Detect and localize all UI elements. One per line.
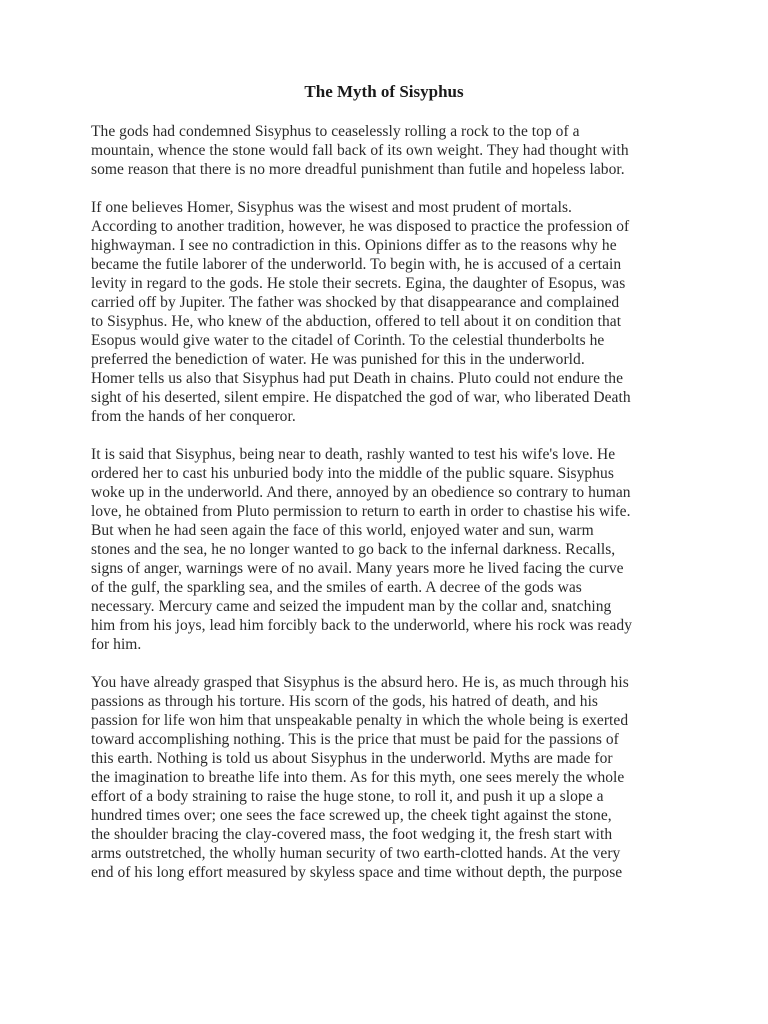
text-line: became the futile laborer of the underworld. To begin with, he is accused of a certain — [91, 256, 622, 273]
text-line: You have already grasped that Sisyphus is the absurd hero. He is, as much through his — [91, 674, 629, 691]
text-line: Homer tells us also that Sisyphus had put Death in chains. Pluto could not endure the — [91, 370, 624, 387]
text-line: end of his long effort measured by skyless space and time without depth, the purpose — [91, 864, 623, 881]
text-line: hundred times over; one sees the face screwed up, the cheek tight against the stone, — [91, 807, 612, 824]
text-line: arms outstretched, the wholly human security of two earth-clotted hands. At the very — [91, 845, 621, 862]
text-line: effort of a body straining to raise the huge stone, to roll it, and push it up a slope a — [91, 788, 604, 805]
text-line: woke up in the underworld. And there, annoyed by an obedience so contrary to human — [91, 484, 631, 501]
text-line: of the gulf, the sparkling sea, and the smiles of earth. A decree of the gods was — [91, 579, 582, 596]
text-line: some reason that there is no more dreadful punishment than futile and hopeless labor. — [91, 161, 625, 178]
text-line: The gods had condemned Sisyphus to ceaselessly rolling a rock to the top of a — [91, 123, 580, 140]
paragraph — [91, 445, 691, 654]
text-line: sight of his deserted, silent empire. He dispatched the god of war, who liberated Death — [91, 389, 631, 406]
text-line: him from his joys, lead him forcibly back to the underworld, where his rock was ready — [91, 617, 633, 634]
text-line: preferred the benediction of water. He was punished for this in the underworld. — [91, 351, 585, 368]
text-line: According to another tradition, however, he was disposed to practice the profession of — [91, 218, 630, 235]
text-line: toward accomplishing nothing. This is the price that must be paid for the passions of — [91, 731, 619, 748]
text-line: mountain, whence the stone would fall back of its own weight. They had thought with — [91, 142, 629, 159]
text-line: If one believes Homer, Sisyphus was the wisest and most prudent of mortals. — [91, 199, 572, 216]
text-line: necessary. Mercury came and seized the impudent man by the collar and, snatching — [91, 598, 612, 615]
text-line: levity in regard to the gods. He stole their secrets. Egina, the daughter of Esopus, was — [91, 275, 626, 292]
text-line: But when he had seen again the face of this world, enjoyed water and sun, warm — [91, 522, 594, 539]
text-line: highwayman. I see no contradiction in this. Opinions differ as to the reasons why he — [91, 237, 617, 254]
text-line: this earth. Nothing is told us about Sisyphus in the underworld. Myths are made for — [91, 750, 613, 767]
paragraph — [91, 673, 691, 882]
text-line: love, he obtained from Pluto permission to return to earth in order to chastise his wife. — [91, 503, 631, 520]
text-line: for him. — [91, 636, 142, 653]
text-line: from the hands of her conqueror. — [91, 408, 296, 425]
paragraph — [91, 122, 691, 179]
text-line: ordered her to cast his unburied body into the middle of the public square. Sisyphus — [91, 465, 614, 482]
text-line: to Sisyphus. He, who knew of the abduction, offered to tell about it on condition that — [91, 313, 622, 330]
text-line: passions as through his torture. His scorn of the gods, his hatred of death, and his — [91, 693, 599, 710]
text-line: It is said that Sisyphus, being near to death, rashly wanted to test his wife's love. He — [91, 446, 616, 463]
text-line: passion for life won him that unspeakable penalty in which the whole being is exerted — [91, 712, 629, 729]
document-body — [91, 122, 691, 901]
text-line: signs of anger, warnings were of no avail. Many years more he lived facing the curve — [91, 560, 624, 577]
text-line: the imagination to breathe life into them. As for this myth, one sees merely the whole — [91, 769, 625, 786]
paragraph — [91, 198, 691, 426]
text-line: stones and the sea, he no longer wanted to go back to the infernal darkness. Recalls, — [91, 541, 616, 558]
page-title: The Myth of Sisyphus — [304, 82, 464, 101]
text-line: carried off by Jupiter. The father was shocked by that disappearance and complained — [91, 294, 620, 311]
text-line: Esopus would give water to the citadel of Corinth. To the celestial thunderbolts he — [91, 332, 605, 349]
text-line: the shoulder bracing the clay-covered mass, the foot wedging it, the fresh start with — [91, 826, 613, 843]
